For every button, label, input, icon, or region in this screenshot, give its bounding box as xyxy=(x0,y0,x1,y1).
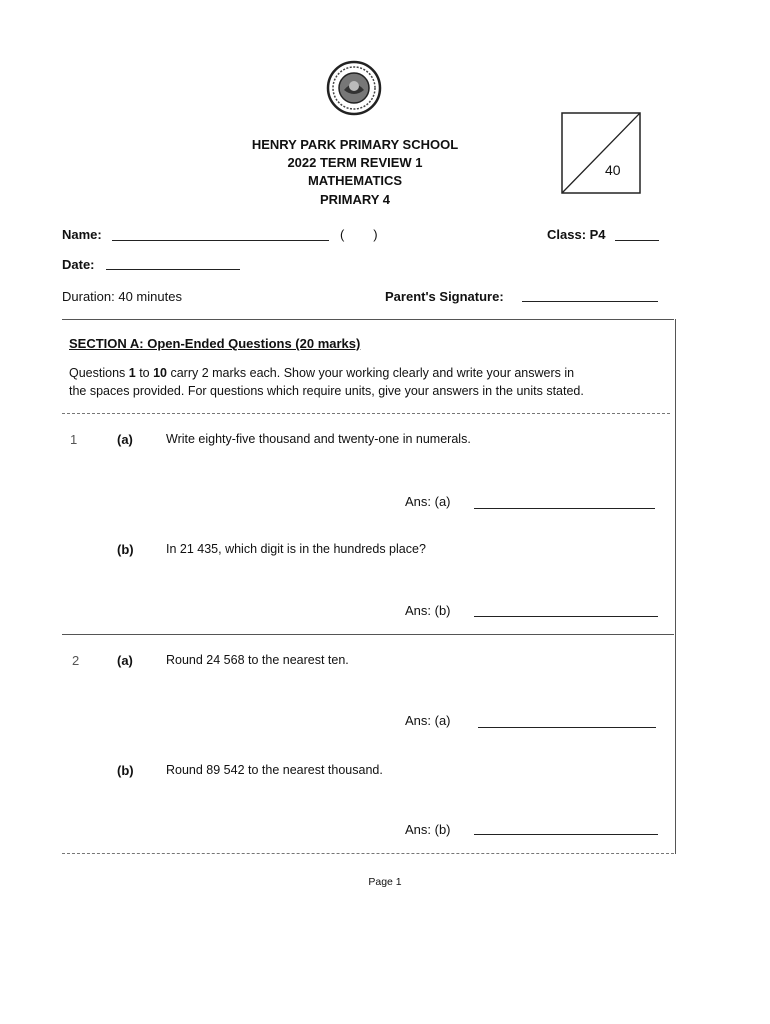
register-number-bracket: ( ) xyxy=(340,227,378,242)
duration-text: Duration: 40 minutes xyxy=(62,289,182,304)
question-number: 2 xyxy=(72,653,80,668)
class-label: Class: P4 xyxy=(547,227,606,242)
question-text: Round 24 568 to the nearest ten. xyxy=(166,653,349,667)
answer-label: Ans: (a) xyxy=(405,494,451,509)
subject-title: MATHEMATICS xyxy=(307,173,403,188)
class-field[interactable] xyxy=(615,240,659,241)
name-label: Name: xyxy=(62,227,102,242)
question-text: Round 89 542 to the nearest thousand. xyxy=(166,763,383,777)
section-right-rule xyxy=(675,319,676,854)
question-text: In 21 435, which digit is in the hundreds place? xyxy=(166,542,426,556)
page-number: Page 1 xyxy=(368,876,402,888)
part-label: (b) xyxy=(117,542,134,557)
answer-line[interactable] xyxy=(478,727,656,728)
level-title: PRIMARY 4 xyxy=(319,192,391,207)
date-field[interactable] xyxy=(106,269,240,270)
total-marks-value: 40 xyxy=(605,162,621,178)
section-instructions-line-2: the spaces provided. For questions which require units, give your answers in the units stated. xyxy=(69,384,584,398)
parent-signature-label: Parent's Signature: xyxy=(385,289,504,304)
part-label: (a) xyxy=(117,432,133,447)
section-top-rule xyxy=(62,319,674,320)
answer-label: Ans: (b) xyxy=(405,822,451,837)
section-a-title: SECTION A: Open-Ended Questions (20 marks) xyxy=(69,336,361,351)
parent-signature-field[interactable] xyxy=(522,301,658,302)
question-divider xyxy=(62,634,674,635)
exam-title: 2022 TERM REVIEW 1 xyxy=(287,155,423,170)
answer-label: Ans: (a) xyxy=(405,713,451,728)
total-marks-box xyxy=(561,112,641,194)
section-instructions-line-1: Questions 1 to 10 carry 2 marks each. Show your working clearly and write your answers in xyxy=(69,366,575,380)
part-label: (b) xyxy=(117,763,134,778)
answer-line[interactable] xyxy=(474,616,658,617)
school-crest-logo xyxy=(326,60,382,116)
section-bottom-rule xyxy=(62,853,674,854)
answer-label: Ans: (b) xyxy=(405,603,451,618)
name-field[interactable] xyxy=(112,240,329,241)
question-text: Write eighty-five thousand and twenty-one in numerals. xyxy=(166,432,471,446)
date-label: Date: xyxy=(62,257,95,272)
part-label: (a) xyxy=(117,653,133,668)
answer-line[interactable] xyxy=(474,834,658,835)
answer-line[interactable] xyxy=(474,508,655,509)
school-name: HENRY PARK PRIMARY SCHOOL xyxy=(251,137,459,152)
instructions-divider xyxy=(62,413,670,414)
question-number: 1 xyxy=(70,432,78,447)
